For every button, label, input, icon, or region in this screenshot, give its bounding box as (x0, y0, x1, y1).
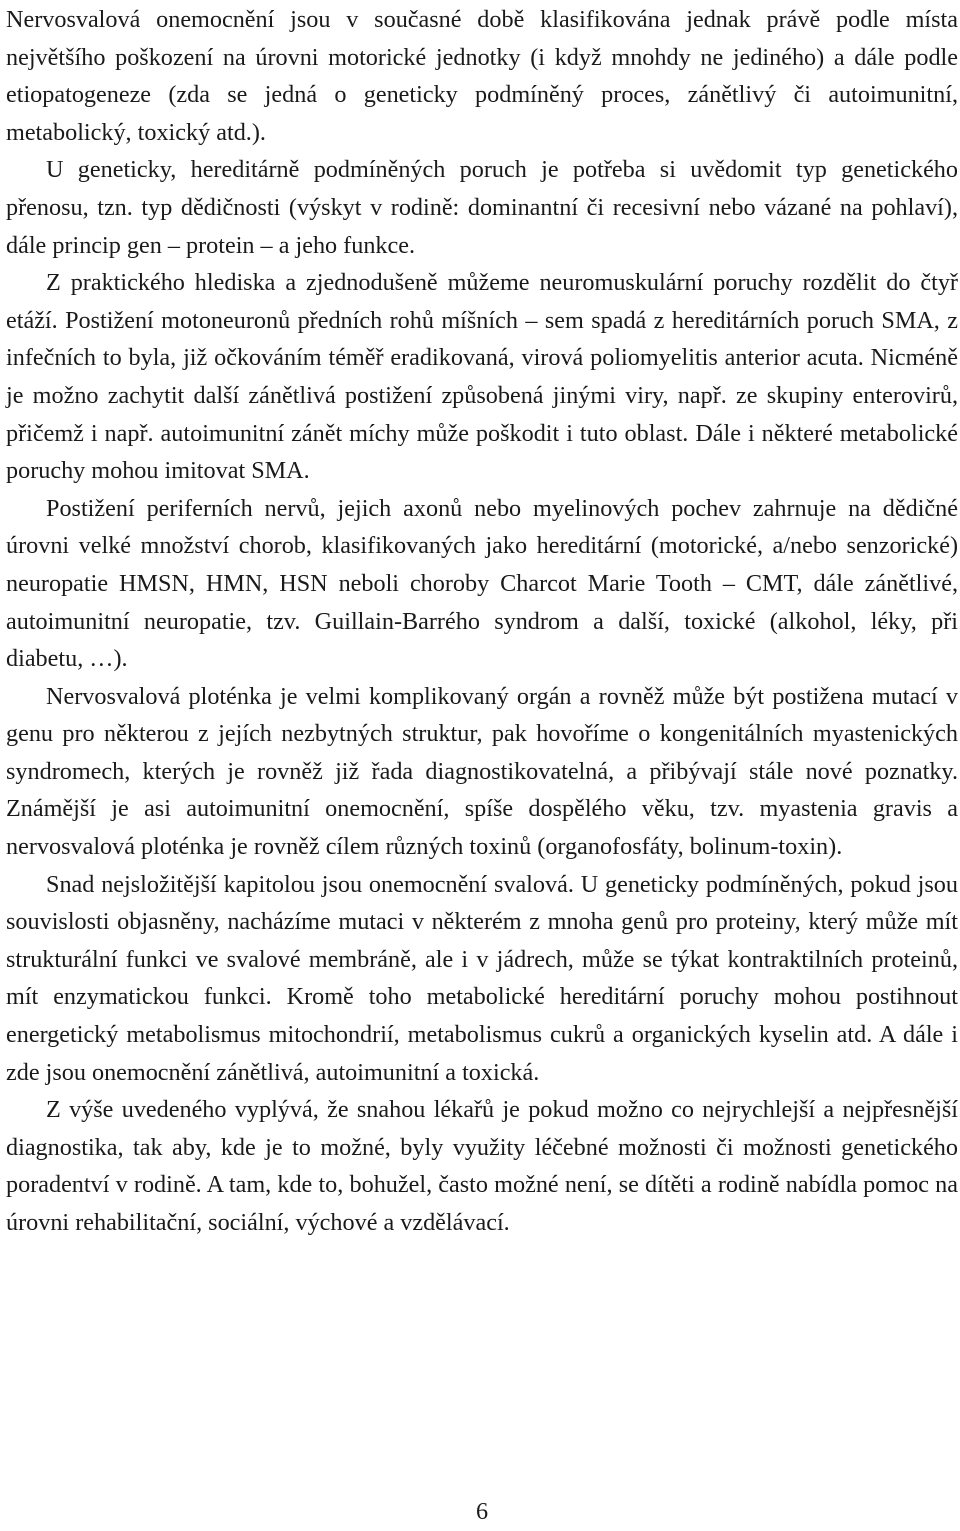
paragraph-four-levels: Z praktického hlediska a zjednodušeně můžeme neuromuskulární poruchy rozdělit do čtyř etáží. Postižení motoneuronů předních rohů míšních – sem spadá z hereditárních poruch SMA, z infečních to byla, již očkováním téměř eradikovaná, virová poliomyelitis anterior acuta. Nicméně je možno zachytit další zánětlivá postižení způsobená jinými viry, např. ze skupiny enterovirů, přičemž i např. autoimunitní zánět míchy může poškodit i tuto oblast. Dále i některé metabolické poruchy mohou imitovat SMA. (6, 269, 958, 485)
paragraph-diagnostics: Z výše uvedeného vyplývá, že snahou lékařů je pokud možno co nejrychlejší a nejpřesnější diagnostika, tak aby, kde je to možné, byly využity léčebné možnosti či možnosti genetického poradentví v rodině. A tam, kde to, bohužel, často možné není, se dítěti a rodině nabídla pomoc na úrovni rehabilitační, sociální, výchové a vzdělávací. (6, 1096, 958, 1236)
text-body (6, 0, 958, 1242)
paragraph-muscle-diseases: Snad nejsložitější kapitolou jsou onemocnění svalová. U geneticky podmíněných, pokud jsou souvislosti objasněny, nacházíme mutaci v některém z mnoha genů pro proteiny, který může mít strukturální funkci ve svalové membráně, ale i v jádrech, může se týkat kontraktilních proteinů, mít enzymatickou funkci. Kromě toho metabolické hereditární poruchy mohou postihnout energetický metabolismus mitochondrií, metabolismus cukrů a organických kyselin atd. A dále i zde jsou onemocnění zánětlivá, autoimunitní a toxická. (6, 870, 958, 1086)
paragraph-neuromuscular-junction: Nervosvalová ploténka je velmi komplikovaný orgán a rovněž může být postižena mutací v genu pro některou z jejích nezbytných struktur, pak hovoříme o kongenitálních myastenických syndromech, kterých je rovněž již řada diagnostikovatelná, a přibývají stále nové poznatky. Známější je asi autoimunitní onemocnění, spíše dospělého věku, tzv. myastenia gravis a nervosvalová ploténka je rovněž cílem různých toxinů (organofosfáty, bolinum-toxin). (6, 682, 958, 861)
paragraph-classification: Nervosvalová onemocnění jsou v současné době klasifikována jednak právě podle místa největšího poškození na úrovni motorické jednotky (i když mnohdy ne jediného) a dále podle etiopatogeneze (zda se jedná o geneticky podmíněný proces, zánětlivý či autoimunitní, metabolický, toxický atd.). (6, 6, 958, 146)
document-page (6, 0, 958, 1531)
paragraph-genetic-transmission: U geneticky, hereditárně podmíněných poruch je potřeba si uvědomit typ genetického přenosu, tzn. typ dědičnosti (výskyt v rodině: dominantní či recesivní nebo vázané na pohlaví), dále princip gen – protein – a jeho funkce. (6, 156, 958, 259)
paragraph-peripheral-nerves: Postižení periferních nervů, jejich axonů nebo myelinových pochev zahrnuje na dědičné úrovni velké množství chorob, klasifikovaných jako hereditární (motorické, a/nebo senzorické) neuropatie HMSN, HMN, HSN neboli choroby Charcot Marie Tooth – CMT, dále zánětlivé, autoimunitní neuropatie, tzv. Guillain-Barrého syndrom a další, toxické (alkohol, léky, při diabetu, …). (6, 494, 958, 673)
page-number: 6 (475, 1498, 489, 1525)
